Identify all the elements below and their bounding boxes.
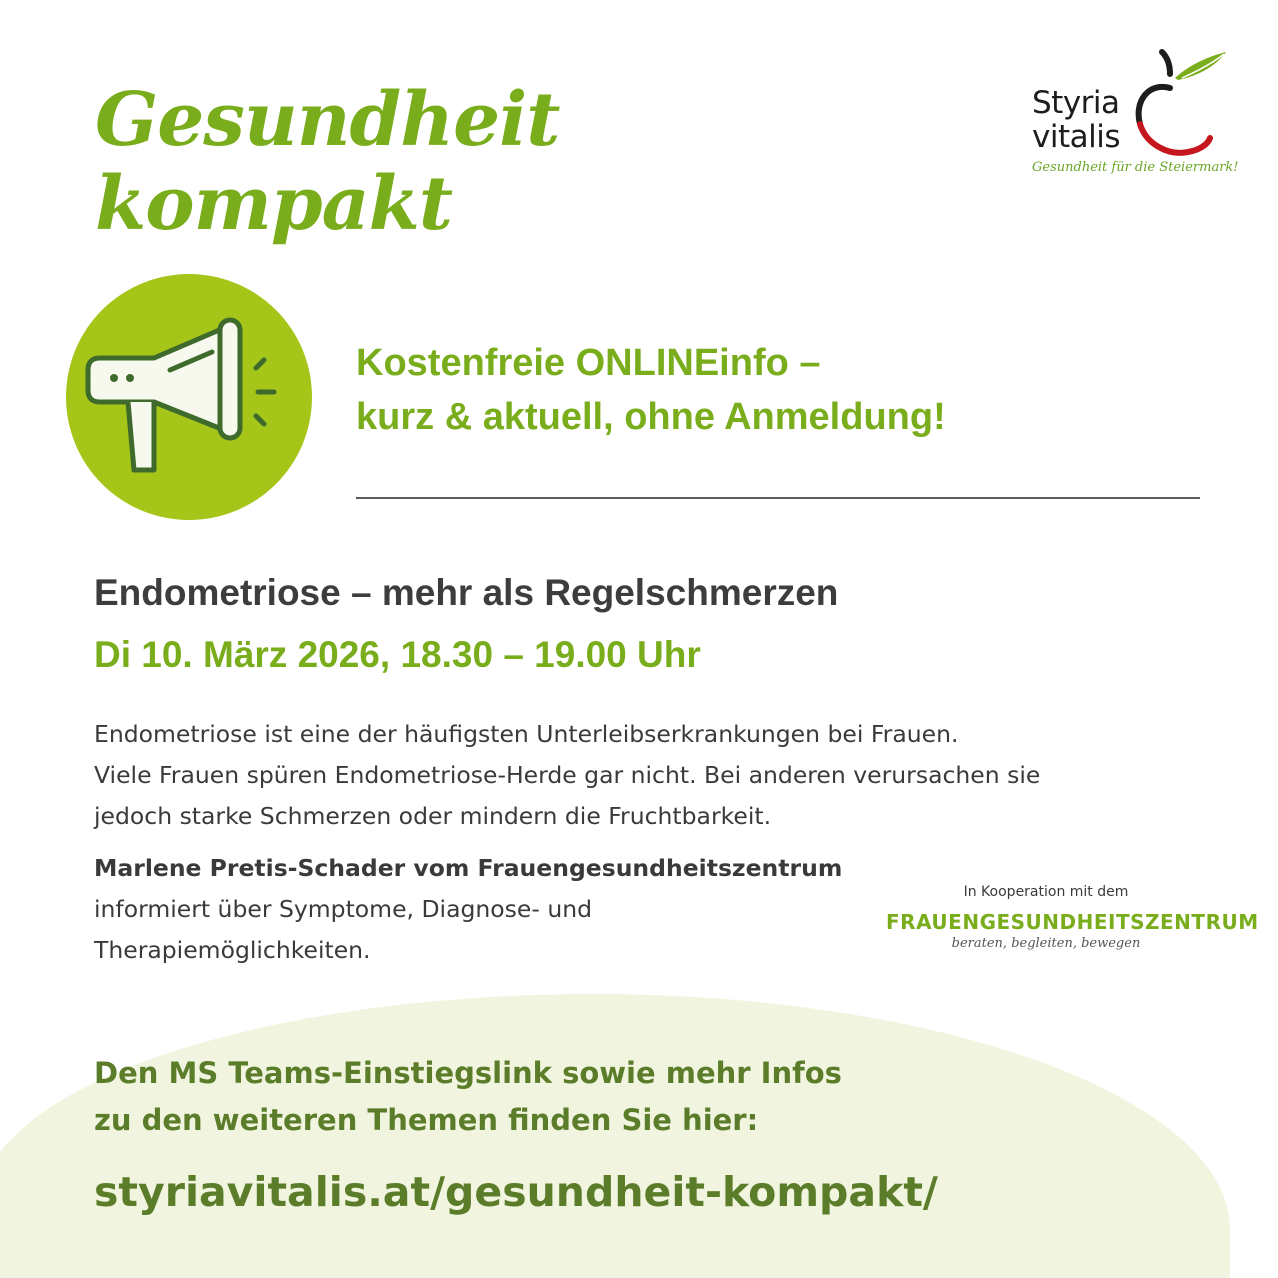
cooperation-name: FRAUENGESUNDHEITSZENTRUM [886, 910, 1259, 934]
cta-line-2: zu den weiteren Themen finden Sie hier: [94, 1103, 759, 1137]
styria-vitalis-logo [1020, 44, 1240, 184]
call-to-action [94, 1050, 842, 1144]
event-description [94, 714, 1214, 837]
title-line-2: kompakt [95, 161, 453, 247]
megaphone-icon [66, 272, 312, 522]
event-date: Di 10. März 2026, 18.30 – 19.00 Uhr [94, 634, 701, 675]
cooperation-logo [886, 884, 1259, 951]
speaker-info [94, 848, 874, 971]
event-title: Endometriose – mehr als Regelschmerzen [94, 572, 839, 613]
title-line-1: Gesundheit [95, 77, 560, 163]
cooperation-tagline: beraten, begleiten, bewegen [951, 936, 1141, 951]
headline-line-1: Kostenfreie ONLINEinfo – [356, 342, 821, 384]
cooperation-intro: In Kooperation mit dem [963, 884, 1129, 900]
description-line-2: Viele Frauen spüren Endometriose-Herde gar nicht. Bei anderen verursachen sie [94, 761, 1041, 789]
headline [356, 336, 946, 444]
speaker-line-2: informiert über Symptome, Diagnose- und [94, 895, 593, 923]
logo-word-styria: Styria [1032, 85, 1120, 121]
apple-logo-icon [1130, 44, 1240, 160]
logo-tagline: Gesundheit für die Steiermark! [1032, 160, 1239, 175]
description-line-3: jedoch starke Schmerzen oder mindern die Fruchtbarkeit. [94, 802, 772, 830]
description-line-1: Endometriose ist eine der häufigsten Unterleibserkrankungen bei Frauen. [94, 720, 959, 748]
speaker-name: Marlene Pretis-Schader vom Frauengesundheitszentrum [94, 854, 843, 882]
logo-word-vitalis: vitalis [1032, 119, 1120, 155]
divider [356, 497, 1200, 499]
website-link[interactable]: styriavitalis.at/gesundheit-kompakt/ [94, 1168, 938, 1216]
headline-line-2: kurz & aktuell, ohne Anmeldung! [356, 396, 946, 438]
speaker-line-3: Therapiemöglichkeiten. [94, 936, 371, 964]
cta-line-1: Den MS Teams-Einstiegslink sowie mehr Infos [94, 1056, 842, 1090]
page-title [95, 78, 559, 246]
